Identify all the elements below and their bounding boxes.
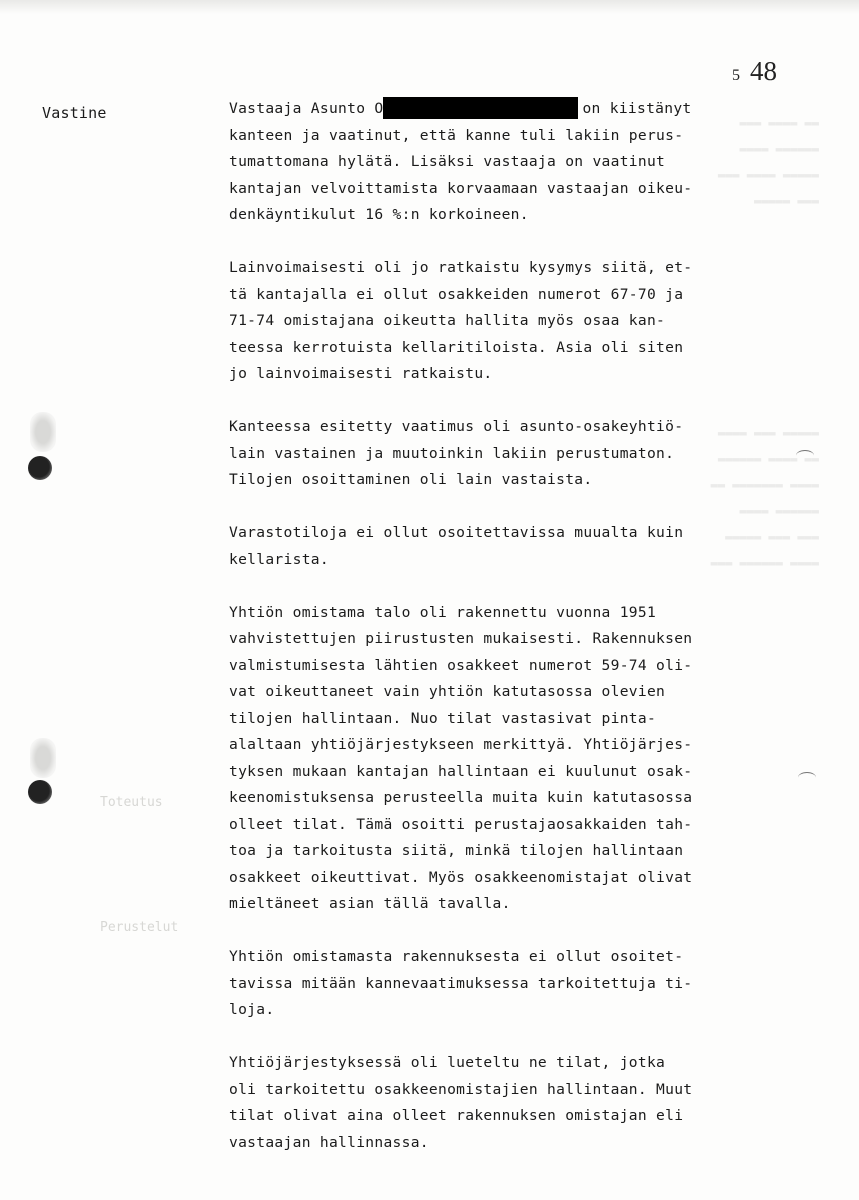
text-line: Tilojen osoittaminen oli lain vastaista. <box>229 471 593 488</box>
text-line: lain vastainen ja muutoinkin lakiin perustumaton. <box>229 444 675 462</box>
text-line: tilojen hallintaan. Nuo tilat vastasivat pinta- <box>229 709 657 727</box>
document-body <box>229 96 789 1183</box>
text-line: Vastaaja Asunto O on kiistänyt <box>229 96 789 123</box>
binder-clip-shadow <box>30 412 56 452</box>
text-line: tumattomana hylätä. Lisäksi vastaaja on vaatinut <box>229 153 666 170</box>
faint-side-label: Perustelut <box>100 920 179 935</box>
text-line: tä kantajalla ei ollut osakkeiden numerot 67-70 ja <box>229 285 684 303</box>
punch-hole <box>28 456 52 480</box>
text-line: keenomistuksensa perusteella muita kuin katutasossa <box>229 789 693 806</box>
text-line: vastaajan hallinnassa. <box>229 1133 429 1151</box>
text-line: 71-74 omistajana oikeutta hallita myös osaa kan- <box>229 312 666 329</box>
redaction-bar <box>383 97 578 119</box>
text-line: tyksen mukaan kantajan hallintaan ei kuulunut osak- <box>229 762 693 780</box>
binder-clip-shadow <box>30 738 56 778</box>
text-line: oli tarkoitettu osakkeenomistajien hallintaan. Muut <box>229 1080 693 1098</box>
paragraph <box>229 96 789 229</box>
page-number-small: 5 <box>732 67 740 84</box>
paragraph <box>229 414 789 494</box>
text-line: kantajan velvoittamista korvaamaan vastaajan oikeu- <box>229 179 693 197</box>
paragraph <box>229 520 789 573</box>
page-number-large: 48 <box>750 56 777 86</box>
text-line: vat oikeuttaneet vain yhtiön katutasossa olevien <box>229 683 666 700</box>
margin-mark <box>798 772 816 783</box>
text-line: osakkeet oikeuttivat. Myös osakkeenomistajat olivat <box>229 868 693 886</box>
text-line: Yhtiöjärjestyksessä oli lueteltu ne tilat, jotka <box>229 1054 666 1071</box>
paragraph <box>229 1050 789 1156</box>
text-line: Varastotiloja ei ollut osoitettavissa muualta kuin <box>229 524 684 541</box>
text-line: olleet tilat. Tämä osoitti perustajaosakkaiden tah- <box>229 815 693 833</box>
text-line: jo lainvoimaisesti ratkaistu. <box>229 365 493 382</box>
text-line: alaltaan yhtiöjärjestykseen merkittyä. Yhtiöjärjes- <box>229 736 693 753</box>
paragraph <box>229 255 789 388</box>
text-line: kanteen ja vaatinut, että kanne tuli lakiin perus- <box>229 126 684 144</box>
page-number <box>732 56 777 87</box>
show-through-text: ▬▬▬▬ ▬▬▬ ▬▬▬▬▬ ▬▬▬▬▬▬ ▬▬▬▬ ▬▬ ▬▬ ▬▬▬▬▬▬▬ ▬▬▬▬ ▬▬▬▬ ▬▬▬▬▬▬ ▬▬▬▬▬ ▬▬▬ ▬▬▬ ▬▬▬ ▬▬▬▬▬▬ ▬▬▬▬ <box>710 426 819 570</box>
text-line: kellarista. <box>229 550 329 568</box>
show-through-text: ▬▬▬ ▬▬▬▬ ▬▬ ▬▬▬▬ ▬▬▬▬▬▬ ▬▬▬ ▬▬▬▬ ▬▬▬▬▬ ▬▬▬▬▬ ▬▬▬ <box>717 116 819 208</box>
margin-mark <box>796 450 814 461</box>
text-line: loja. <box>229 1001 275 1018</box>
paragraph <box>229 944 789 1024</box>
text-line: teessa kerrotuista kellaritiloista. Asia oli siten <box>229 338 684 356</box>
text-line: tavissa mitään kannevaatimuksessa tarkoitettuja ti- <box>229 974 693 992</box>
text-line: Yhtiön omistamasta rakennuksesta ei ollut osoitet- <box>229 948 684 965</box>
faint-side-label: Toteutus <box>100 795 163 810</box>
text-line: tilat olivat aina olleet rakennuksen omistajan eli <box>229 1107 684 1124</box>
text-line: Yhtiön omistama talo oli rakennettu vuonna 1951 <box>229 603 657 621</box>
text-line: denkäyntikulut 16 %:n korkoineen. <box>229 206 529 223</box>
punch-hole <box>28 780 52 804</box>
side-label: Vastine <box>42 104 107 122</box>
page-top-edge <box>0 0 859 14</box>
text-line: toa ja tarkoitusta siitä, minkä tilojen hallintaan <box>229 842 684 859</box>
paragraph <box>229 600 789 918</box>
text-line: Kanteessa esitetty vaatimus oli asunto-osakeyhtiö- <box>229 418 684 435</box>
text-line: vahvistettujen piirustusten mukaisesti. Rakennuksen <box>229 630 693 647</box>
text-line: Lainvoimaisesti oli jo ratkaistu kysymys siitä, et- <box>229 259 693 276</box>
text-line: mieltäneet asian tällä tavalla. <box>229 895 511 912</box>
text-line: valmistumisesta lähtien osakkeet numerot 59-74 oli- <box>229 656 693 674</box>
